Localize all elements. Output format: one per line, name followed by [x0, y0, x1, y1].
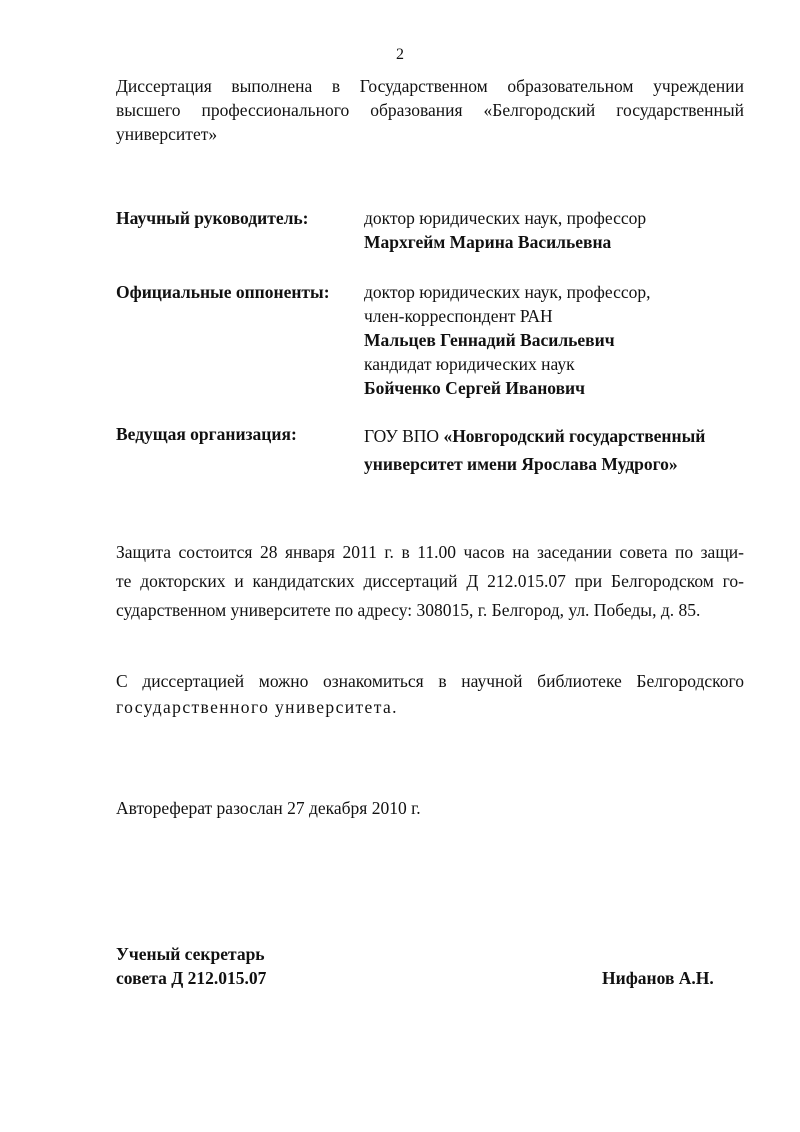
opponents-block [364, 280, 651, 400]
defense-paragraph [116, 538, 744, 625]
library-line-1: С диссертацией можно ознакомиться в научной библиотеке Белгородского [116, 671, 744, 691]
defense-line-2: те докторских и кандидатских диссертаций Д 212.015.07 при Белгородском го- [116, 571, 744, 591]
opponent-2-name: Бойченко Сергей Иванович [364, 378, 586, 398]
library-line-2: государственного университета. [116, 697, 398, 717]
supervisor-block [364, 206, 646, 254]
intro-paragraph [116, 74, 744, 146]
intro-line-2: высшего профессионального образования «Белгородский государственный [116, 100, 744, 120]
opponent-1-title-line-1: доктор юридических наук, профессор, [364, 282, 651, 302]
supervisor-label: Научный руководитель: [116, 208, 309, 228]
supervisor-title: доктор юридических наук, профессор [364, 208, 647, 228]
leading-org-name-line-2: университет имени Ярослава Мудрого» [364, 454, 678, 474]
opponent-1-title-line-2: член-корреспондент РАН [364, 306, 553, 326]
secretary-line-2: совета Д 212.015.07 [116, 968, 267, 988]
leading-org-block [364, 422, 705, 478]
leading-org-label: Ведущая организация: [116, 424, 297, 444]
library-paragraph [116, 668, 744, 720]
intro-line-1: Диссертация выполнена в Государственном образовательном учреждении [116, 76, 744, 96]
secretary-title [116, 942, 266, 990]
secretary-name: Нифанов А.Н. [602, 968, 714, 988]
opponent-1-name: Мальцев Геннадий Васильевич [364, 330, 615, 350]
supervisor-name: Мархгейм Марина Васильевна [364, 232, 612, 252]
page-number: 2 [396, 46, 404, 63]
opponent-2-title: кандидат юридических наук [364, 354, 575, 374]
intro-line-3: университет» [116, 124, 218, 144]
opponents-label: Официальные оппоненты: [116, 282, 330, 302]
mailing-date: Автореферат разослан 27 декабря 2010 г. [116, 798, 421, 818]
secretary-line-1: Ученый секретарь [116, 944, 265, 964]
defense-line-1: Защита состоится 28 января 2011 г. в 11.00 часов на заседании совета по защи- [116, 542, 744, 562]
leading-org-prefix: ГОУ ВПО [364, 426, 444, 446]
defense-line-3: сударственном университете по адресу: 308015, г. Белгород, ул. Победы, д. 85. [116, 600, 701, 620]
leading-org-line-1 [364, 422, 705, 450]
leading-org-name-line-1: «Новгородский государственный [443, 426, 706, 446]
